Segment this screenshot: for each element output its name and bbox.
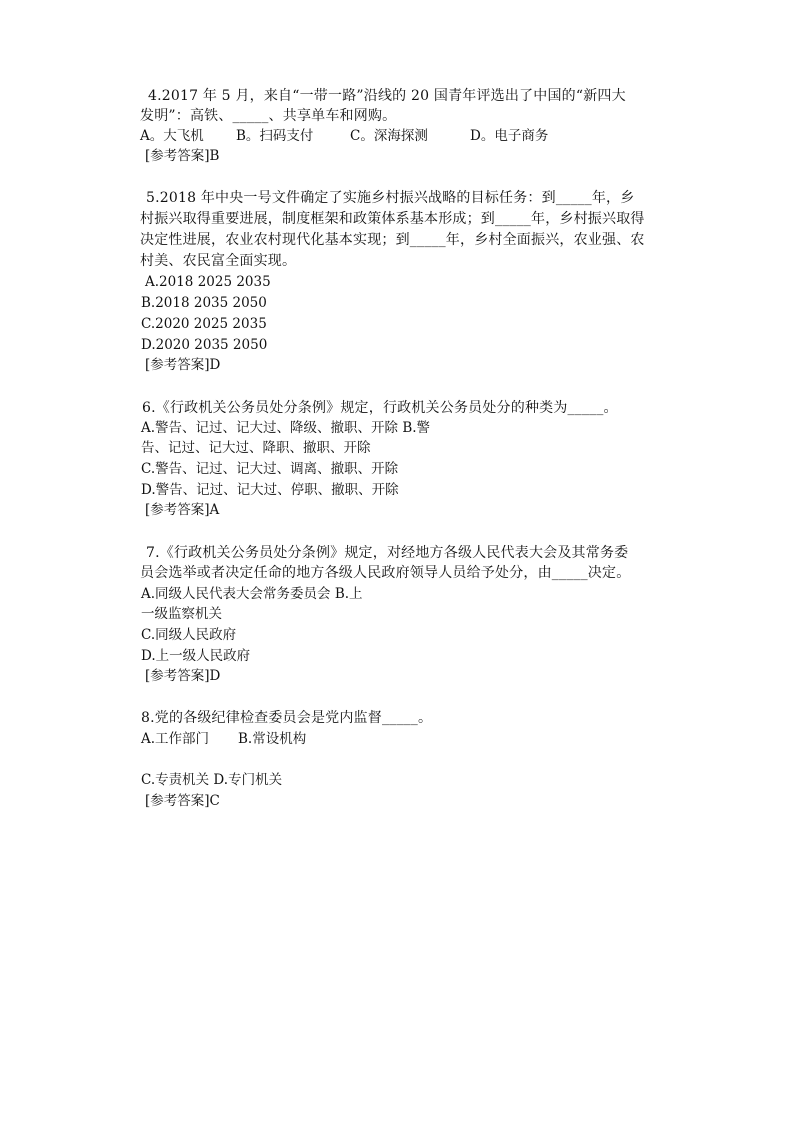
question-7-line-2: 员会选举或者决定任命的地方各级人民政府领导人员给予处分，由_____决定。: [140, 565, 631, 581]
question-4-answer: [参考答案]B: [145, 148, 220, 164]
question-4-option-d: D。电子商务: [470, 128, 549, 144]
question-6-option-a: A.警告、记过、记大过、降级、撤职、开除 B.警: [141, 420, 431, 436]
question-5-line-4: 村美、农民富全面实现。: [140, 253, 297, 269]
question-4-option-c: C。深海探测: [350, 128, 428, 144]
question-7-option-a: A.同级人民代表大会常务委员会 B.上: [141, 586, 363, 602]
question-6-option-d: D.警告、记过、记大过、停职、撤职、开除: [141, 482, 399, 498]
question-5-option-c: C.2020 2025 2035: [141, 316, 267, 332]
question-5-line-3: 决定性进展，农业农村现代化基本实现；到_____年，乡村全面振兴，农业强、农: [140, 232, 645, 248]
question-5-option-b: B.2018 2035 2050: [141, 295, 267, 311]
question-8-answer: [参考答案]C: [145, 793, 220, 809]
question-4-option-b: B。扫码支付: [236, 128, 314, 144]
question-8-option-c-d: C.专责机关 D.专门机关: [141, 772, 283, 788]
question-8-option-b: B.常设机构: [238, 731, 307, 747]
question-5-line-2: 村振兴取得重要进展，制度框架和政策体系基本形成；到_____年，乡村振兴取得: [140, 211, 645, 227]
question-6-line-1: 6.《行政机关公务员处分条例》规定，行政机关公务员处分的种类为_____。: [142, 400, 618, 416]
question-4-option-a: A。大飞机: [140, 128, 204, 144]
question-4-line-1: 4.2017 年 5 月，来自“一带一路”沿线的 20 国青年评选出了中国的“新四大: [148, 88, 626, 104]
question-6-answer: [参考答案]A: [145, 502, 220, 518]
question-7-line-1: 7.《行政机关公务员处分条例》规定，对经地方各级人民代表大会及其常务委: [146, 545, 629, 561]
question-7-option-d: D.上一级人民政府: [141, 648, 251, 664]
question-8-line-1: 8.党的各级纪律检查委员会是党内监督_____。: [141, 710, 433, 726]
question-5-option-d: D.2020 2035 2050: [141, 337, 268, 353]
question-5-answer: [参考答案]D: [145, 357, 221, 373]
question-5-option-a: A.2018 2025 2035: [145, 274, 271, 290]
question-5-line-1: 5.2018 年中央一号文件确定了实施乡村振兴战略的目标任务：到_____年，乡: [146, 190, 635, 206]
question-7-option-c: C.同级人民政府: [141, 627, 237, 643]
question-7-answer: [参考答案]D: [145, 668, 221, 684]
question-6-option-b-cont: 告、记过、记大过、降职、撤职、开除: [141, 440, 371, 456]
question-4-line-2: 发明”：高铁、_____、共享单车和网购。: [140, 108, 397, 124]
question-6-option-c: C.警告、记过、记大过、调离、撤职、开除: [141, 461, 399, 477]
question-8-option-a: A.工作部门: [141, 731, 210, 747]
question-7-option-b-cont: 一级监察机关: [141, 606, 222, 622]
